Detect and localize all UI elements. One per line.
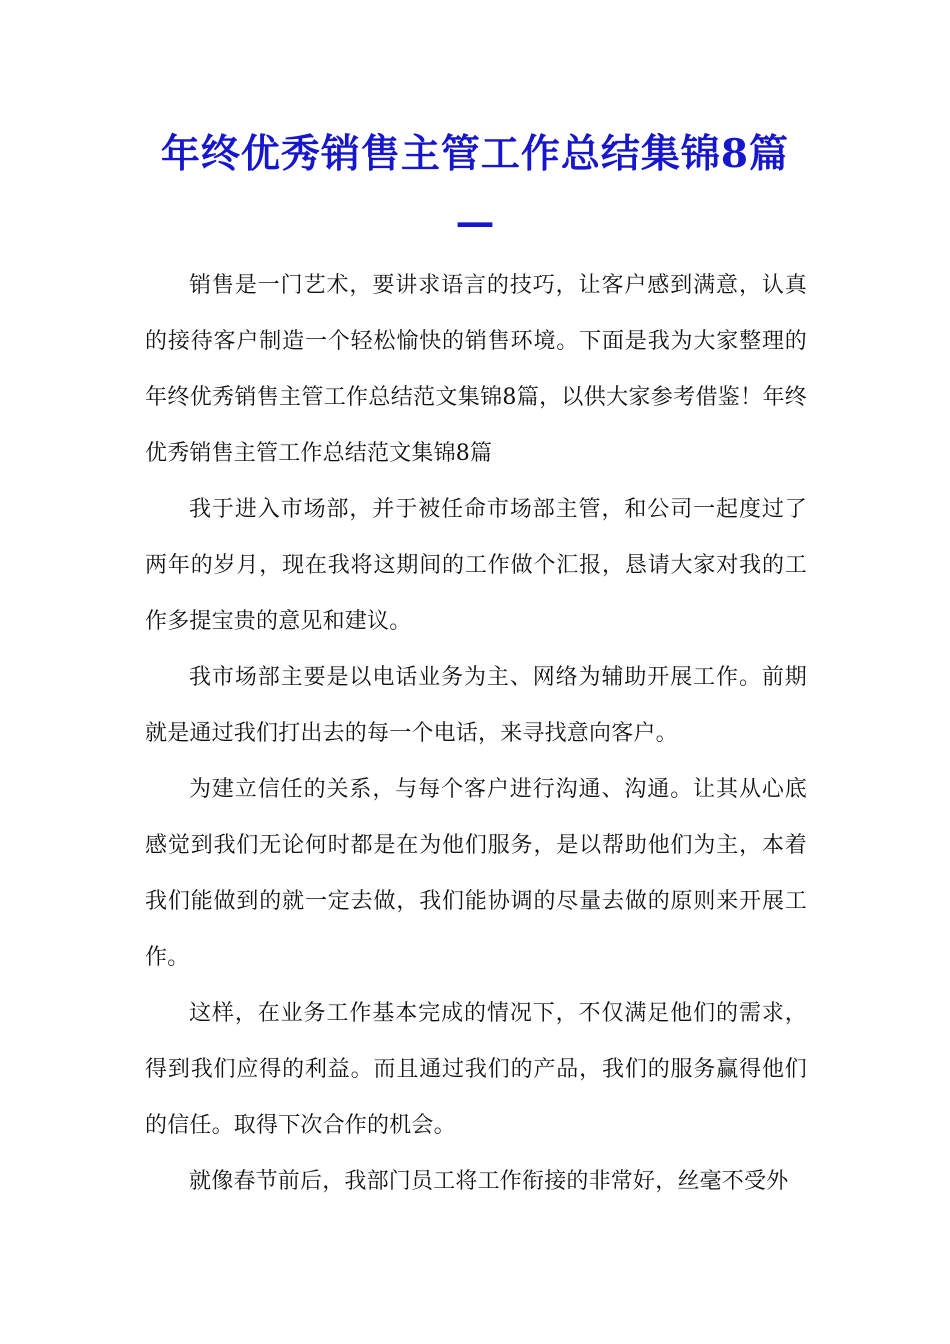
paragraph-2: 我于进入市场部，并于被任命市场部主管，和公司一起度过了两年的岁月，现在我将这期间的工作做个汇报，恳请大家对我的工作多提宝贵的意见和建议。 [145,497,807,634]
title-dash: — [455,199,495,245]
paragraph-1: 销售是一门艺术，要讲求语言的技巧，让客户感到满意，认真的接待客户制造一个轻松愉快的销售环境。下面是我为大家整理的年终优秀销售主管工作总结范文集锦8篇，以供大家参考借鉴！年终优秀销售主管工作总结范文集锦8篇 [145,273,807,466]
document-title: 年终优秀销售主管工作总结集锦8篇 [160,131,790,177]
paragraph-6: 就像春节前后，我部门员工将工作衔接的非常好，丝毫不受外 [189,1169,789,1194]
document-body [145,258,807,1210]
paragraph-4: 为建立信任的关系，与每个客户进行沟通、沟通。让其从心底感觉到我们无论何时都是在为他们服务，是以帮助他们为主，本着我们能做到的就一定去做，我们能协调的尽量去做的原则来开展工作。 [145,777,807,970]
paragraph-3: 我市场部主要是以电话业务为主、网络为辅助开展工作。前期就是通过我们打出去的每一个电话，来寻找意向客户。 [145,665,807,746]
paragraph-5: 这样，在业务工作基本完成的情况下，不仅满足他们的需求，得到我们应得的利益。而且通过我们的产品，我们的服务赢得他们的信任。取得下次合作的机会。 [145,1001,807,1138]
